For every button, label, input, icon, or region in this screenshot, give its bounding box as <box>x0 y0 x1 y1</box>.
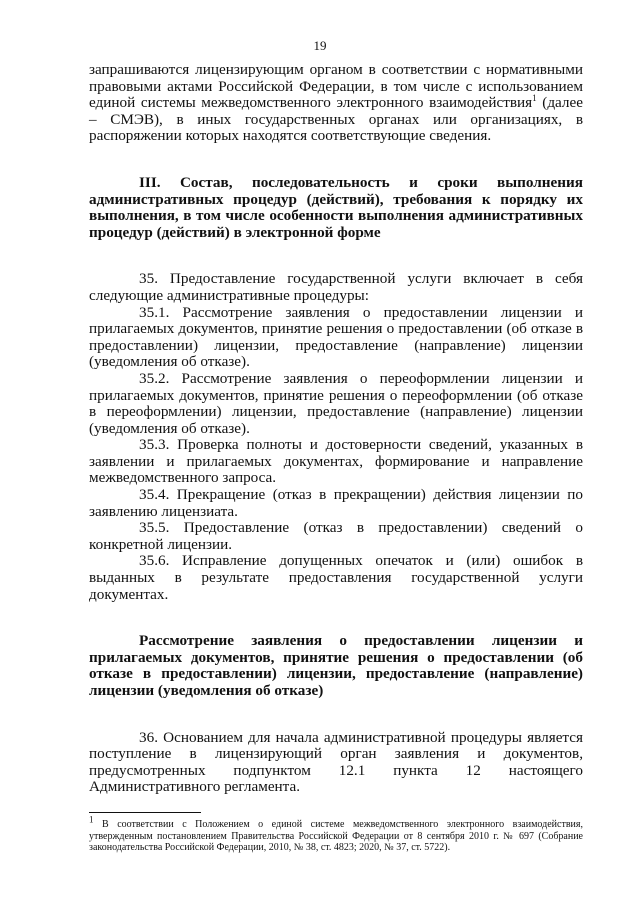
page-body <box>89 62 583 796</box>
section-heading: III. Состав, последовательность и сроки выполнения административных процедур (действий), требования к порядку их выполнения, в том числе особенности выполнения административных процедур (действий) в электронной форме <box>89 173 583 241</box>
intro-text-start: запрашиваются лицензирующим органом в соответствии с нормативными правовыми актами Российской Федерации, в том числе с использованием единой системы межведомственного электронного взаимодействия <box>89 61 583 112</box>
page-number: 19 <box>313 38 327 53</box>
footnote <box>89 814 583 854</box>
footnote-text: В соответствии с Положением о единой системе межведомственного электронного взаимодействия, утвержденным постановлением Правительства Российской Федерации от 8 сентября 2010 г. № 697 (Собрание законодательства Российской Федерации, 2010, № 38, ст. 4823; 2020, № 37, ст. 5722). <box>89 819 583 853</box>
footnote-reference: 1 <box>532 93 537 104</box>
paragraph-35-4: 35.4. Прекращение (отказ в прекращении) действия лицензии по заявлению лицензиата. <box>89 486 583 520</box>
footnote-marker: 1 <box>89 814 94 825</box>
footnote-separator <box>89 812 201 813</box>
paragraph-35-3: 35.3. Проверка полноты и достоверности сведений, указанных в заявлении и прилагаемых документах, формирование и направление межведомственного запроса. <box>89 436 583 487</box>
procedures-list <box>89 271 583 603</box>
paragraph-35-1: 35.1. Рассмотрение заявления о предоставлении лицензии и прилагаемых документов, принятие решения о предоставлении (об отказе в предоставлении) лицензии, предоставление (направление) лицензии (уведомления об отказе). <box>89 303 583 371</box>
paragraph-35-2: 35.2. Рассмотрение заявления о переоформлении лицензии и прилагаемых документов, принятие решения о переоформлении (об отказе в переоформлении) лицензии, предоставление (направление) лицензии (уведомления об отказе). <box>89 369 583 437</box>
subsection-heading: Рассмотрение заявления о предоставлении лицензии и прилагаемых документов, принятие решения о предоставлении (об отказе в предоставлении) лицензии, предоставление (направление) лицензии (уведомления об отказе) <box>89 632 583 699</box>
paragraph-35-6: 35.6. Исправление допущенных опечаток и (или) ошибок в выданных в результате предоставления государственной услуги документах. <box>89 552 583 603</box>
intro-text-end: (далее – СМЭВ), в иных государственных органах или организациях, в распоряжении которых находятся соответствующие сведения. <box>89 94 583 145</box>
paragraph-36: 36. Основанием для начала административной процедуры является поступление в лицензирующий орган заявления и документов, предусмотренных подпунктом 12.1 пункта 12 настоящего Административного регламента. <box>89 728 583 796</box>
paragraph-35: 35. Предоставление государственной услуги включает в себя следующие административные процедуры: <box>89 270 583 304</box>
intro-paragraph <box>89 62 583 145</box>
paragraph-35-5: 35.5. Предоставление (отказ в предоставлении) сведений о конкретной лицензии. <box>89 519 583 553</box>
